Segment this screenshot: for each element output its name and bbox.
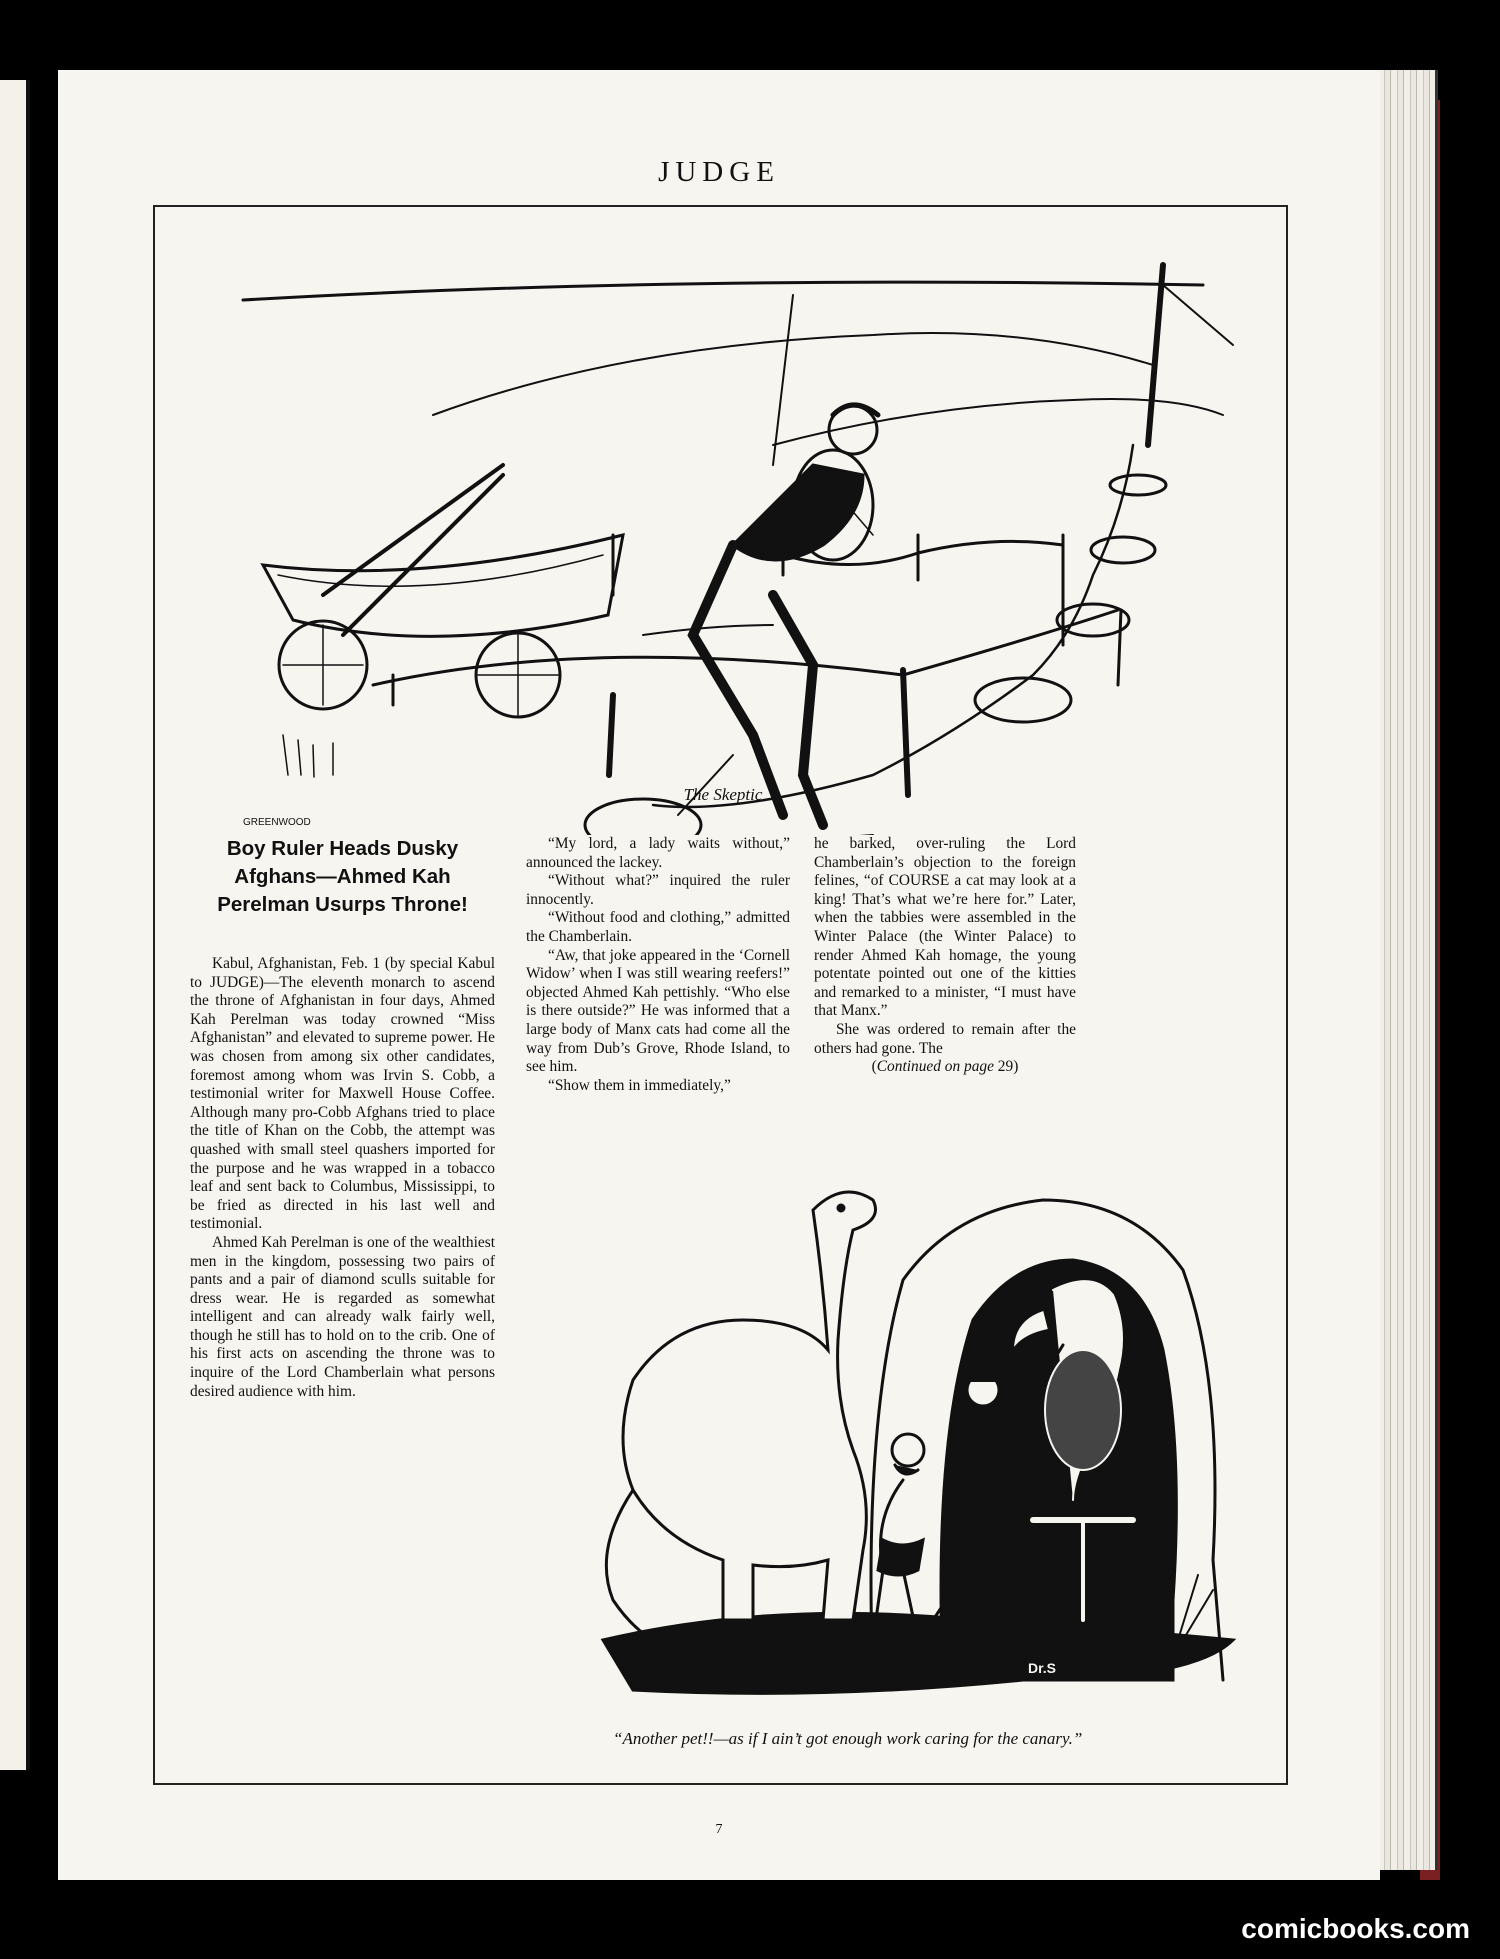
article-column-2 <box>526 835 790 1095</box>
article-column-1 <box>190 955 495 1401</box>
paragraph: he barked, over-ruling the Lord Chamberlain’s objection to the foreign felines, “of COURSE a cat may look at a king! That’s what we’re here for.” Later, when the tabbies were assembled in the Winter Palace (the Winter Palace) to render Ahmed Kah homage, the young potentate pointed out one of the kitties and remarked to a minister, “I must have that Manx.” <box>814 835 1076 1020</box>
signature-drs: Dr.S <box>1028 1660 1057 1676</box>
page-number: 7 <box>715 1822 723 1837</box>
caption-another-pet: “Another pet!!—as if I ain’t got enough work caring for the canary.” <box>613 1729 1083 1748</box>
caption-skeptic: The Skeptic <box>683 785 763 804</box>
paragraph: Ahmed Kah Perelman is one of the wealthiest men in the kingdom, possessing two pairs of pants and a pair of diamond sculls suitable for dress wear. He is regarded as somewhat intelligent and can already walk fairly well, though he still has to hold on to the crib. One of his first acts on ascending the throne was to inquire of the Lord Chamberlain what persons desired audience with him. <box>190 1233 495 1400</box>
magazine-page <box>58 70 1380 1880</box>
article-column-3 <box>814 835 1076 1077</box>
paragraph: “My lord, a lady waits without,” announced the lackey. <box>526 835 790 871</box>
paragraph: “Without food and clothing,” admitted the Chamberlain. <box>526 909 790 945</box>
continued-page: 29 <box>997 1058 1014 1076</box>
continued-note: (Continued on page 29) <box>871 1058 1019 1076</box>
paragraph: “Without what?” inquired the ruler innocently. <box>526 872 790 908</box>
cartoon-another-pet <box>573 1120 1273 1720</box>
paragraph: Kabul, Afghanistan, Feb. 1 (by special Kabul to JUDGE)—The eleventh monarch to ascend the throne of Afghanistan in four days, Ahmed Kah Perelman was today crowned “Miss Afghanistan” and elevated to supreme power. He was chosen from among six other candidates, foremost among whom was Irvin S. Cobb, a testimonial writer for Maxwell House Coffee. Although many pro-Cobb Afghans tried to place the title of Khan on the Cobb, the attempt was quashed with small steel quashers imported for the purpose and he was wrapped in a tobacco leaf and sent back to Columbus, Mississippi, to be fried as directed in his last well and testimonial. <box>190 955 495 1233</box>
signature-greenwood: GREENWOOD <box>243 817 311 828</box>
article-headline: Boy Ruler Heads Dusky Afghans—Ahmed Kah Perelman Usurps Throne! <box>217 837 468 916</box>
paragraph: “Show them in immediately,” <box>548 1076 731 1094</box>
cartoon-skeptic <box>173 215 1268 835</box>
continued-label: Continued on page <box>876 1058 994 1076</box>
paragraph: She was ordered to remain after the others had gone. The <box>814 1020 1076 1057</box>
paragraph: “Aw, that joke appeared in the ‘Cornell Widow’ when I was still wearing reefers!” objected Ahmed Kah pettishly. “Who else is there outside?” He was informed that a large body of Manx cats had come all the way from Dub’s Grove, Rhode Island, to see him. <box>526 946 790 1076</box>
left-page-edge <box>0 80 30 1770</box>
site-watermark: comicbooks.com <box>1241 1913 1470 1944</box>
running-head: JUDGE <box>658 156 780 188</box>
